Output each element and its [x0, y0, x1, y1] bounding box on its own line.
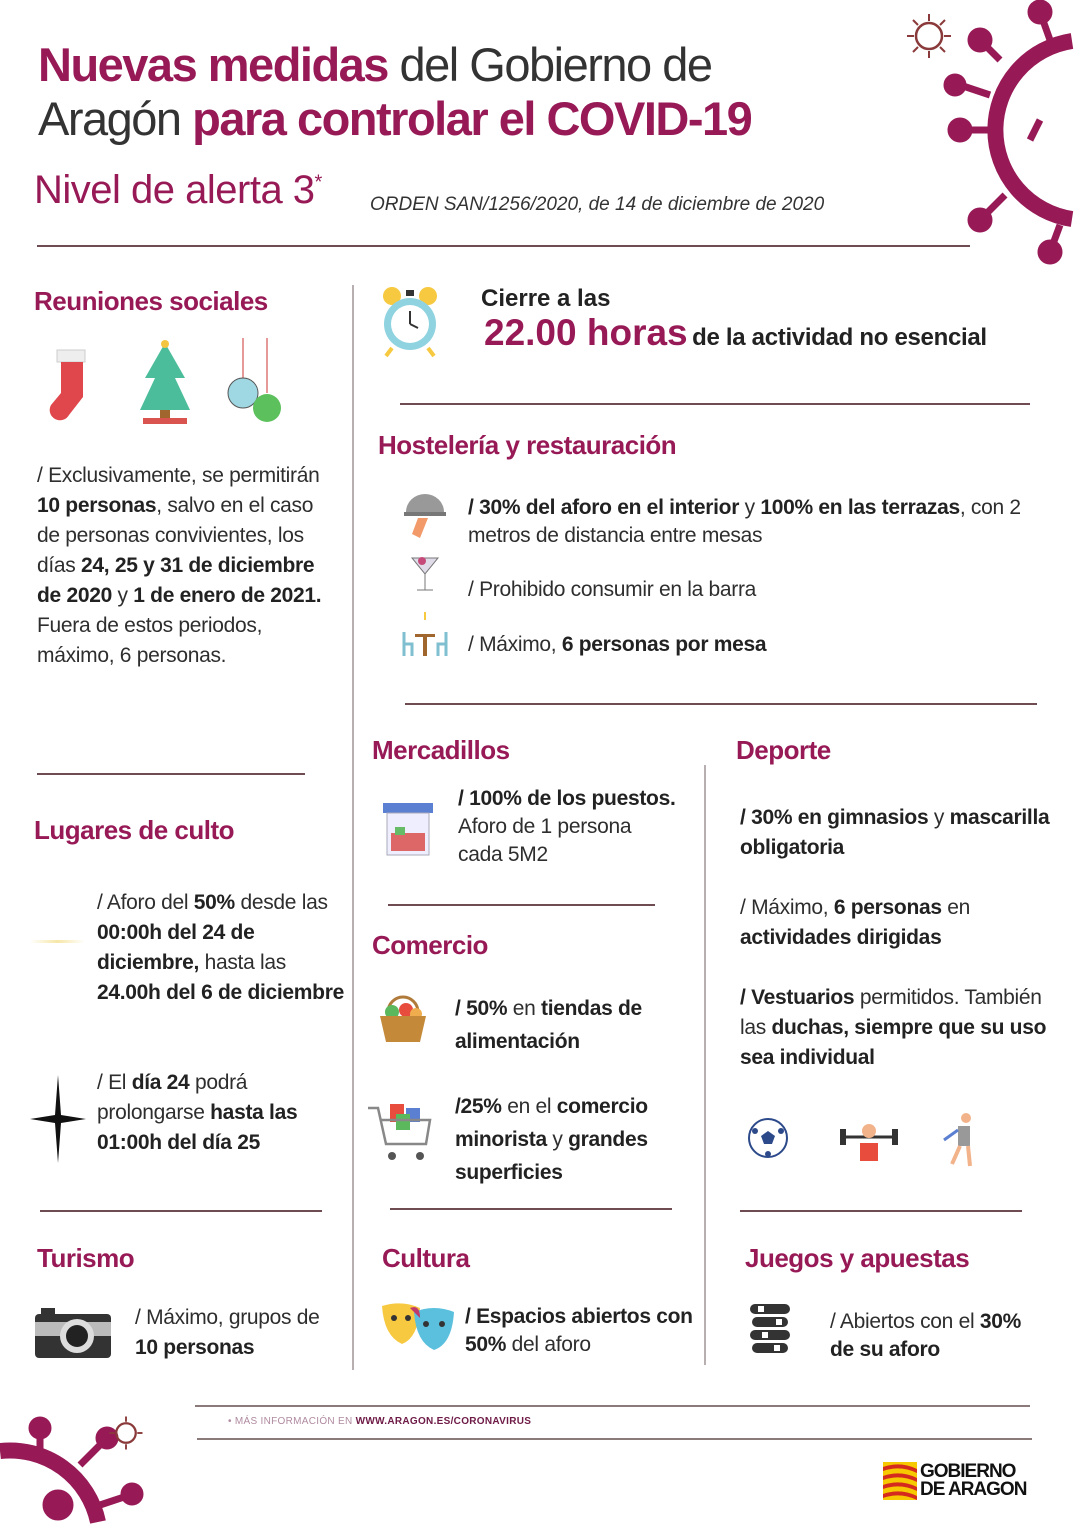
virus-decoration-icon [940, 0, 1080, 270]
reuniones-text [37, 461, 327, 671]
serving-tray-icon [404, 490, 446, 540]
bold-text-segment: hasta las 01:00h del día 25 [97, 1101, 298, 1154]
light-sparkle-icon [30, 940, 85, 943]
market-stall-icon [383, 803, 433, 857]
bold-text-segment: / 50% [455, 997, 508, 1020]
header-divider [37, 245, 970, 247]
text-segment: / Prohibido consumir en la barra [468, 578, 757, 601]
star-sparkle-icon [30, 1075, 86, 1163]
hosteleria-item-1 [468, 494, 1038, 550]
divider [40, 1210, 322, 1212]
casino-chips-icon [748, 1302, 792, 1358]
cultura-text [465, 1303, 695, 1359]
text-segment: Aragón [38, 92, 193, 145]
deporte-item-2 [740, 893, 1060, 953]
text-segment: podrá prolongarse [97, 1071, 248, 1124]
runner-icon [940, 1112, 980, 1170]
footer-divider [197, 1438, 1032, 1440]
text-segment: del Gobierno de [387, 38, 712, 91]
comercio-item-2 [455, 1090, 705, 1189]
mercadillos-text [458, 785, 678, 869]
hosteleria-item-3 [468, 630, 1028, 660]
bold-text-segment: /25% [455, 1095, 502, 1118]
text-segment: / Abiertos con el [830, 1310, 980, 1333]
section-heading-hosteleria: Hostelería y restauración [378, 430, 677, 460]
shopping-cart-icon [368, 1100, 432, 1166]
section-heading-turismo: Turismo [37, 1243, 135, 1273]
text-segment: en [507, 997, 542, 1020]
text-segment: hasta las [199, 951, 286, 974]
footer-divider [195, 1405, 1030, 1407]
text-segment: en el [501, 1095, 557, 1118]
table-chairs-icon [400, 612, 450, 658]
more-info-prefix: • MÁS INFORMACIÓN EN [228, 1416, 356, 1427]
text-segment: y [928, 806, 950, 829]
aragon-flag-icon [883, 1462, 917, 1500]
turismo-text [135, 1303, 335, 1363]
bold-text-segment: 24, 25 y 31 de diciembre de 2020 [37, 554, 315, 607]
text-segment: / Exclusivamente, se permitirán [37, 464, 320, 487]
text-segment: / El [97, 1071, 132, 1094]
section-heading-cultura: Cultura [382, 1243, 470, 1273]
divider [405, 703, 1037, 705]
cocktail-glass-icon [410, 552, 440, 594]
small-virus-bottom-icon [108, 1415, 144, 1451]
bold-text-segment: / 30% del aforo en el interior [468, 496, 740, 519]
more-info [228, 1416, 531, 1427]
bold-text-segment: 1 de enero de 2021. [133, 584, 322, 607]
text-segment: y [111, 584, 134, 607]
alert-level [34, 168, 322, 213]
bold-text-segment: 6 personas [833, 896, 942, 919]
bold-text-segment: 50% [193, 891, 235, 914]
text-segment: Aforo de 1 persona cada 5M2 [458, 815, 632, 866]
text-segment: del aforo [506, 1333, 591, 1356]
bold-text-segment: grandes superficies [455, 1128, 648, 1184]
bold-text-segment: 10 personas [135, 1336, 255, 1359]
comercio-item-1 [455, 992, 695, 1058]
section-heading-culto: Lugares de culto [34, 815, 235, 845]
order-reference: ORDEN SAN/1256/2020, de 14 de diciembre de 2020 [370, 194, 825, 215]
bold-text-segment: Nuevas medidas [38, 38, 388, 91]
text-segment: y [739, 496, 761, 519]
deporte-item-3 [740, 983, 1070, 1073]
divider [37, 773, 305, 775]
text-segment: permitidos. También las [740, 986, 1042, 1039]
text-segment: en [941, 896, 971, 919]
christmas-tree-icon [135, 338, 195, 428]
title-line-1 [38, 38, 711, 92]
weightlifter-icon [838, 1117, 900, 1167]
cierre-line-2 [484, 312, 987, 354]
bold-text-segment: duchas, siempre que su uso sea individual [740, 1016, 1047, 1069]
bold-text-segment: / 100% de los puestos. [458, 787, 676, 810]
bold-text-segment: / Espacios abiertos con 50% [465, 1305, 693, 1356]
culto-item-1 [97, 888, 347, 1008]
bold-text-segment: 6 personas por mesa [561, 633, 767, 656]
cierre-rest: de la actividad no esencial [692, 324, 987, 351]
bold-text-segment: 00:00h del 24 de diciembre, [97, 921, 255, 974]
section-heading-mercadillos: Mercadillos [372, 735, 510, 765]
juegos-text [830, 1308, 1050, 1364]
divider [388, 904, 655, 906]
section-heading-juegos: Juegos y apuestas [745, 1243, 970, 1273]
bold-text-segment: / 30% en gimnasios [740, 806, 929, 829]
soccer-ball-icon [747, 1117, 789, 1159]
bold-text-segment: actividades dirigidas [740, 926, 942, 949]
divider [400, 403, 1030, 405]
text-segment: / Aforo del [97, 891, 194, 914]
alert-footnote-mark: * [314, 171, 322, 194]
text-segment: desde las [234, 891, 328, 914]
bold-text-segment: 100% en las terrazas [760, 496, 960, 519]
bold-text-segment: 30% de su aforo [830, 1310, 1021, 1361]
section-heading-reuniones: Reuniones sociales [34, 286, 268, 316]
bold-text-segment: 10 personas [37, 494, 157, 517]
divider [740, 1210, 1022, 1212]
column-divider [352, 285, 354, 1370]
christmas-stocking-icon [45, 345, 100, 425]
bold-text-segment: 24.00h del 6 de diciembre [97, 981, 344, 1004]
bold-text-segment: día 24 [131, 1071, 190, 1094]
text-segment: , con 2 metros de distancia entre mesas [468, 496, 1021, 547]
column-divider [704, 765, 706, 1365]
cierre-hours: 22.00 horas [484, 312, 688, 353]
bold-text-segment: / Vestuarios [740, 986, 855, 1009]
cierre-line-1: Cierre a las [481, 285, 611, 312]
camera-icon [35, 1308, 111, 1358]
text-segment: / Máximo, [740, 896, 834, 919]
text-segment: y [546, 1128, 569, 1151]
bold-text-segment: comercio minorista [455, 1095, 648, 1151]
logo-text: GOBIERNO DE ARAGON [920, 1461, 1027, 1500]
text-segment: Fuera de estos periodos, máximo, 6 personas. [37, 614, 263, 667]
christmas-ornaments-icon [225, 338, 285, 428]
alert-level-text: Nivel de alerta 3 [34, 168, 315, 212]
culto-item-2 [97, 1068, 337, 1158]
small-virus-icon [905, 12, 953, 60]
bold-text-segment: para controlar el COVID-19 [192, 92, 752, 145]
deporte-item-1 [740, 803, 1060, 863]
gobierno-aragon-logo [883, 1462, 1040, 1500]
alarm-clock-icon [380, 284, 440, 358]
title-line-2 [38, 92, 751, 146]
hosteleria-item-2 [468, 575, 1028, 605]
theater-masks-icon [380, 1302, 456, 1352]
text-segment: / Máximo, grupos de [135, 1306, 320, 1329]
more-info-link[interactable]: WWW.ARAGON.ES/CORONAVIRUS [355, 1416, 532, 1427]
food-basket-icon [376, 990, 430, 1046]
section-heading-comercio: Comercio [372, 930, 488, 960]
bold-text-segment: mascarilla obligatoria [740, 806, 1050, 859]
divider [390, 1208, 672, 1210]
bold-text-segment: tiendas de alimentación [455, 997, 642, 1053]
text-segment: / Máximo, [468, 633, 562, 656]
section-heading-deporte: Deporte [736, 735, 831, 765]
text-segment: , salvo en el caso de personas convivientes, los días [37, 494, 314, 577]
